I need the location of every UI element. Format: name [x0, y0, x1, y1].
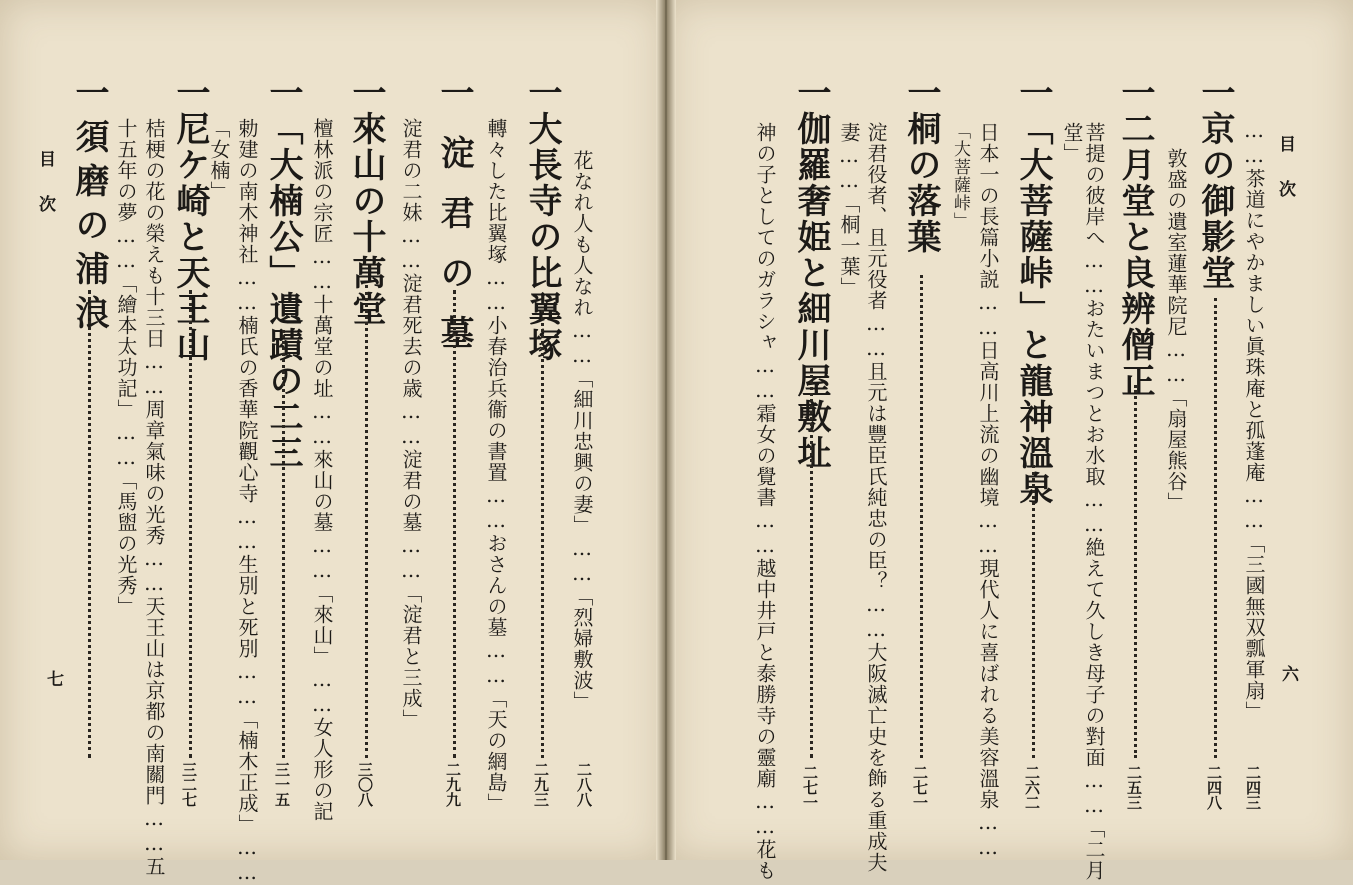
- leader-dots: [282, 330, 285, 758]
- toc-page-number: 二四三: [1244, 765, 1262, 810]
- toc-page-number: 二九九: [444, 762, 462, 807]
- leader-dots: [1214, 298, 1217, 758]
- leader-dots: [541, 310, 544, 758]
- toc-subline-cont: 十五年の夢……「繪本太功記」……「馬盥の光秀」: [114, 118, 138, 617]
- toc-subline: 神の子としてのガラシャ……霜女の覺書……越中井戸と泰勝寺の靈廟……花も: [753, 122, 777, 881]
- toc-title[interactable]: 一伽羅奢姫と細川屋敷址: [791, 75, 831, 471]
- toc-subline: 花なれ人も人なれ……「細川忠興の妻」……「烈婦敷波」: [570, 150, 594, 712]
- toc-title[interactable]: 一淀君の墓: [434, 75, 474, 375]
- toc-subline: 日本一の長篇小説……日高川上流の幽境……現代人に喜ばれる美容溫泉……: [976, 122, 1000, 860]
- toc-page-number: 三二七: [180, 762, 198, 807]
- toc-page-number: 二八八: [575, 762, 593, 807]
- toc-subline-cont: 妻……「桐一葉」: [837, 122, 861, 298]
- toc-subline-cont: 堂」: [1060, 122, 1084, 164]
- toc-title[interactable]: 一「大菩薩峠」と龍神溫泉: [1013, 75, 1053, 507]
- toc-title[interactable]: 一須磨の浦浪: [69, 75, 109, 339]
- leader-dots: [88, 290, 91, 758]
- toc-title[interactable]: 一大長寺の比翼塚: [522, 75, 562, 363]
- toc-page-number: 三一五: [273, 762, 291, 807]
- toc-subline: 淀君の二妹……淀君死去の歳……淀君の墓……「淀君と三成」: [399, 118, 423, 730]
- toc-page-number: 三〇八: [356, 762, 374, 807]
- toc-subline: 勅建の南木神社……楠氏の香華院觀心寺……生別と死別……「楠木正成」……: [235, 118, 259, 885]
- leader-dots: [1134, 385, 1137, 758]
- toc-page-number: 二四八: [1205, 765, 1223, 810]
- toc-title[interactable]: 一尼ケ崎と天王山: [170, 75, 210, 363]
- leader-dots: [453, 290, 456, 758]
- toc-title[interactable]: 一桐の落葉: [901, 75, 941, 255]
- toc-title[interactable]: 一京の御影堂: [1195, 75, 1235, 291]
- toc-title[interactable]: 一二月堂と良辨僧正: [1115, 75, 1155, 399]
- page-folio: 七: [43, 670, 63, 687]
- toc-subline: 桔梗の花の榮えも十三日……周章氣味の光秀……天王山は京都の南關門……五: [142, 118, 166, 877]
- toc-subline: 轉々した比翼塚……小春治兵衞の書置……おさんの墓……「天の網島」: [484, 118, 508, 814]
- leader-dots: [920, 275, 923, 758]
- toc-title[interactable]: 一來山の十萬堂: [346, 75, 386, 327]
- page-folio: 六: [1278, 665, 1298, 682]
- toc-subline: 菩提の彼岸へ……おたいまつとお水取……絶えて久しき母子の對面……「二月: [1082, 122, 1106, 881]
- toc-page-number: 二九三: [532, 762, 550, 807]
- leader-dots: [810, 368, 813, 758]
- running-head: 目次: [1275, 135, 1295, 225]
- toc-page-number: 二六二: [1023, 765, 1041, 810]
- leader-dots: [365, 285, 368, 758]
- toc-page-number: 二七一: [911, 765, 929, 810]
- toc-subline-cont: 「大菩薩峠」: [950, 122, 970, 230]
- toc-subline: ……茶道にやかましい眞珠庵と孤蓬庵……「三國無双瓢軍扇」: [1242, 118, 1266, 722]
- toc-page-number: 二七一: [801, 765, 819, 810]
- leader-dots: [189, 290, 192, 758]
- toc-subline-cont: 「女楠」: [207, 118, 231, 202]
- toc-page-number: 二五三: [1125, 765, 1143, 810]
- leader-dots: [1032, 465, 1035, 758]
- running-head: 目次: [35, 150, 55, 240]
- toc-subline: 淀君役者、且元役者……且元は豐臣氏純忠の臣？……大阪滅亡史を飾る重成夫: [864, 122, 888, 873]
- toc-subline: 敦盛の遺室蓮華院尼……「扇屋熊谷」: [1164, 148, 1188, 513]
- toc-subline: 檀林派の宗匠……十萬堂の址……來山の墓……「來山」……女人形の記: [310, 118, 334, 822]
- book-gutter: [656, 0, 676, 860]
- toc-title[interactable]: 一「大楠公」遺蹟の二三: [263, 75, 303, 471]
